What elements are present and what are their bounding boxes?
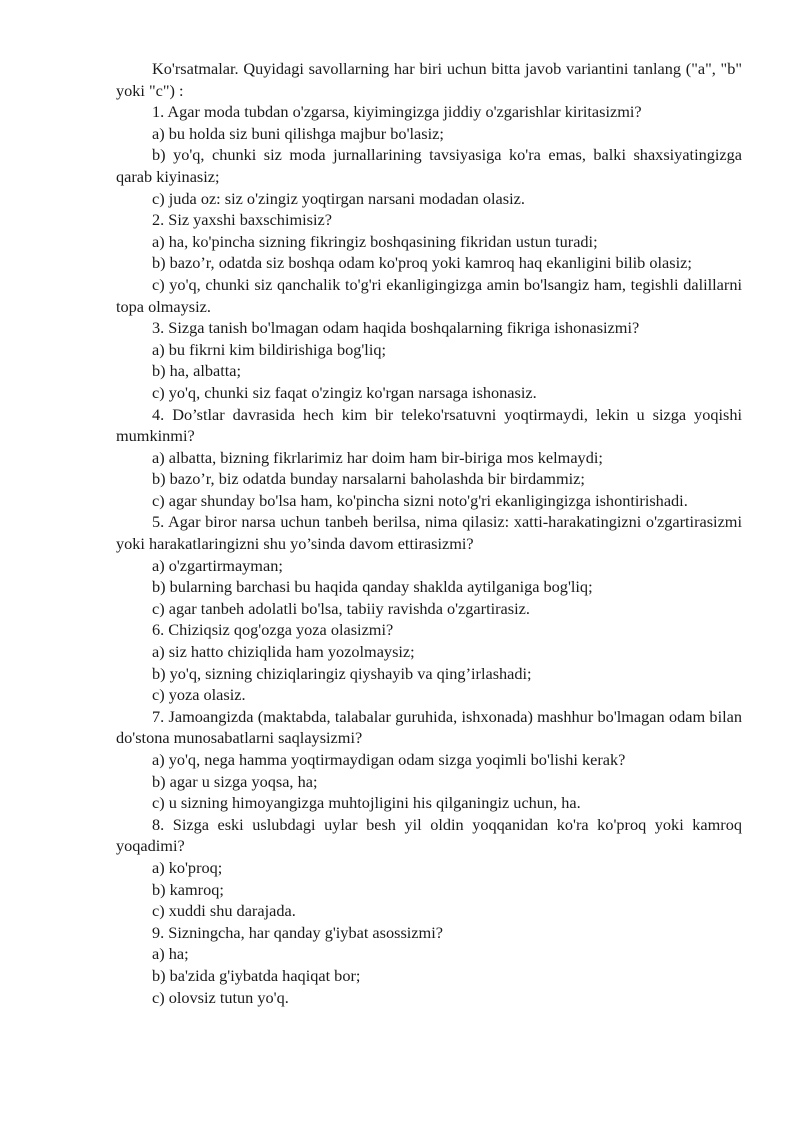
question-3-option-a: a) bu fikrni kim bildirishiga bog'liq;: [152, 339, 387, 359]
question-8: 8. Sizga eski uslubdagi uylar besh yil oldin yoqqanidan ko'ra ko'proq yoki kamroq yoqadimi?: [116, 814, 742, 856]
question-2-option-c: c) yo'q, chunki siz qanchalik to'g'ri ekanligingizga amin bo'lsangiz ham, tegishli dalillarni topa olmaysiz.: [116, 274, 742, 316]
question-4-option-b: b) bazo’r, biz odatda bunday narsalarni baholashda bir birdammiz;: [152, 469, 585, 489]
question-8-option-c: c) xuddi shu darajada.: [152, 901, 296, 921]
question-6-option-c: c) yoza olasiz.: [152, 685, 246, 705]
question-4: 4. Do’stlar davrasida hech kim bir teleko'rsatuvni yoqtirmaydi, lekin u sizga yoqishi mumkinmi?: [116, 404, 742, 446]
question-3: 3. Sizga tanish bo'lmagan odam haqida boshqalarning fikriga ishonasizmi?: [152, 318, 640, 338]
question-6: 6. Chiziqsiz qog'ozga yoza olasizmi?: [152, 620, 394, 640]
question-9-option-b: b) ba'zida g'iybatda haqiqat bor;: [152, 965, 361, 985]
question-8-option-b: b) kamroq;: [152, 879, 224, 899]
instructions-paragraph: Ko'rsatmalar. Quyidagi savollarning har biri uchun bitta javob variantini tanlang ("a", "b" yoki "c") :: [116, 59, 742, 100]
question-7-option-a: a) yo'q, nega hamma yoqtirmaydigan odam sizga yoqimli bo'lishi kerak?: [152, 750, 626, 769]
question-9-option-a: a) ha;: [152, 944, 189, 964]
question-1-option-a: a) bu holda siz buni qilishga majbur bo'lasiz;: [152, 123, 444, 143]
question-6-option-a: a) siz hatto chiziqlida ham yozolmaysiz;: [152, 642, 415, 662]
question-5-option-b: b) bularning barchasi bu haqida qanday shaklda aytilganiga bog'liq;: [152, 577, 593, 597]
question-7-option-c: c) u sizning himoyangizga muhtojligini his qilganingiz uchun, ha.: [152, 793, 581, 813]
question-5-option-a: a) o'zgartirmayman;: [152, 555, 283, 575]
question-3-option-c: c) yo'q, chunki siz faqat o'zingiz ko'rgan narsaga ishonasiz.: [152, 382, 537, 402]
question-9: 9. Sizningcha, har qanday g'iybat asossizmi?: [152, 922, 443, 942]
question-1: 1. Agar moda tubdan o'zgarsa, kiyimingizga jiddiy o'zgarishlar kiritasizmi?: [152, 102, 642, 122]
question-2: 2. Siz yaxshi baxschimisiz?: [152, 210, 332, 230]
question-4-option-c: c) agar shunday bo'lsa ham, ko'pincha sizni noto'g'ri ekanligingizga ishontirishadi.: [152, 490, 688, 510]
question-9-option-c: c) olovsiz tutun yo'q.: [152, 987, 289, 1007]
question-2-option-b: b) bazo’r, odatda siz boshqa odam ko'proq yoki kamroq haq ekanligini bilib olasiz;: [152, 253, 692, 273]
question-5-option-c: c) agar tanbeh adolatli bo'lsa, tabiiy ravishda o'zgartirasiz.: [152, 598, 530, 618]
question-5: 5. Agar biror narsa uchun tanbeh berilsa, nima qilasiz: xatti-harakatingizni o'zgartirasizmi yoki harakatlaringizni shu yo’sinda davom ettirasizmi?: [116, 512, 742, 554]
question-7: 7. Jamoangizda (maktabda, talabalar guruhida, ishxonada) mashhur bo'lmagan odam bilan do'stona munosabatlarni saqlaysizmi?: [116, 706, 742, 748]
question-1-option-b: b) yo'q, chunki siz moda jurnallarining tavsiyasiga ko'ra emas, balki shaxsiyatingizga qarab kiyinasiz;: [116, 145, 742, 186]
question-8-option-a: a) ko'proq;: [152, 857, 223, 877]
document-page: [116, 58, 742, 1008]
question-4-option-a: a) albatta, bizning fikrlarimiz har doim ham bir-biriga mos kelmaydi;: [152, 447, 603, 467]
question-7-option-b: b) agar u sizga yoqsa, ha;: [152, 771, 318, 791]
question-1-option-c: c) juda oz: siz o'zingiz yoqtirgan narsani modadan olasiz.: [152, 188, 525, 208]
question-2-option-a: a) ha, ko'pincha sizning fikringiz boshqasining fikridan ustun turadi;: [152, 231, 598, 251]
question-3-option-b: b) ha, albatta;: [152, 361, 242, 381]
question-6-option-b: b) yo'q, sizning chiziqlaringiz qiyshayib va qing’irlashadi;: [152, 663, 532, 683]
